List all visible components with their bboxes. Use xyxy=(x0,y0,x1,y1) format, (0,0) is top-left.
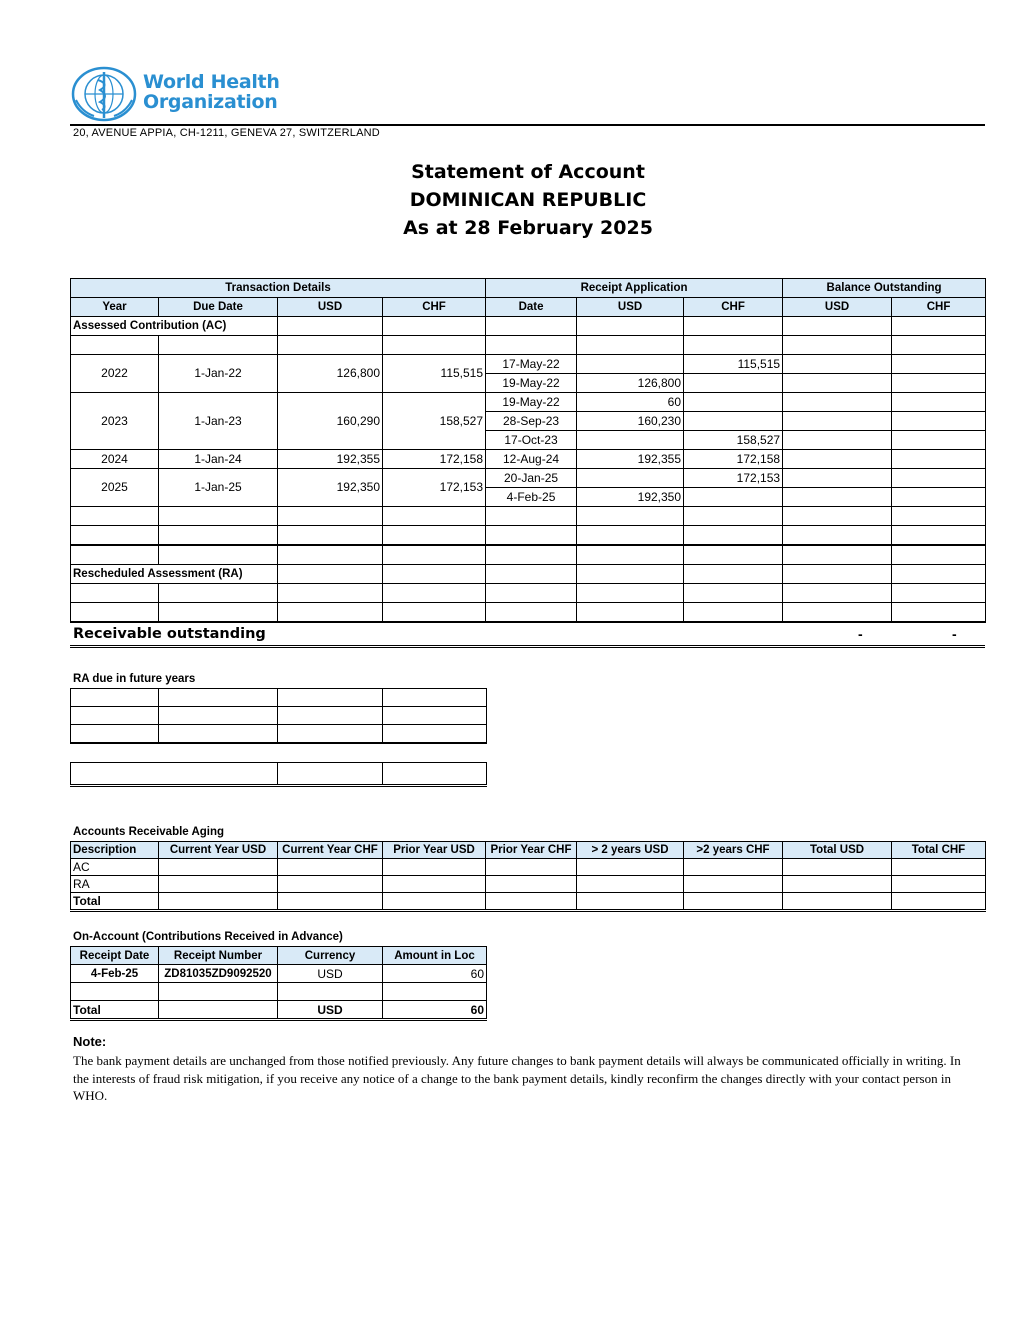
chf-cell: 158,527 xyxy=(383,393,486,450)
org-name-line2: Organization xyxy=(143,91,278,113)
receipt-chf-cell xyxy=(684,374,783,393)
aging-header-prior-usd: Prior Year USD xyxy=(383,842,486,859)
on-account-header-date: Receipt Date xyxy=(71,947,159,965)
receipt-date-cell: 12-Aug-24 xyxy=(486,450,577,469)
receipt-date-cell: 28-Sep-23 xyxy=(486,412,577,431)
col-header-balance-usd: USD xyxy=(783,298,892,317)
receipt-chf-cell: 172,158 xyxy=(684,450,783,469)
receipt-date-cell: 4-Feb-25 xyxy=(486,488,577,507)
col-header-receipt-usd: USD xyxy=(577,298,684,317)
who-emblem-icon xyxy=(70,66,140,122)
year-cell: 2022 xyxy=(71,355,159,393)
note-text: The bank payment details are unchanged from those notified previously. Any future changes to bank payment details will always be communicated officially in writing. In the interests of fraud risk mitigation, if you receive any notice of a change to the bank payment details, kindly reconfirm the changes directly with your contact person in WHO. xyxy=(73,1053,961,1103)
year-cell: 2025 xyxy=(71,469,159,507)
table-row xyxy=(71,469,986,488)
chf-cell: 115,515 xyxy=(383,355,486,393)
org-name-line1: World Health xyxy=(143,71,280,93)
ra-future-total-table xyxy=(70,762,487,787)
receipt-usd-cell: 126,800 xyxy=(577,374,684,393)
aging-row-label: RA xyxy=(71,876,159,893)
col-header-receipt-chf: CHF xyxy=(684,298,783,317)
col-header-usd: USD xyxy=(278,298,383,317)
aging-row-label: Total xyxy=(71,893,159,911)
org-name xyxy=(143,72,280,112)
receipt-usd-cell: 60 xyxy=(577,393,684,412)
on-account-total-currency: USD xyxy=(278,1001,383,1020)
section-ra-label: Rescheduled Assessment (RA) xyxy=(71,565,278,584)
table-row xyxy=(71,893,986,911)
receipt-chf-cell xyxy=(684,393,783,412)
table-row xyxy=(71,876,986,893)
col-header-balance-chf: CHF xyxy=(892,298,986,317)
aging-header-2y-usd: > 2 years USD xyxy=(577,842,684,859)
ra-future-table xyxy=(70,688,487,744)
aging-label: Accounts Receivable Aging xyxy=(73,826,225,838)
receipt-usd-cell: 160,230 xyxy=(577,412,684,431)
group-header-receipt: Receipt Application xyxy=(486,279,783,298)
table-row xyxy=(71,965,487,983)
note-title: Note: xyxy=(73,1034,107,1049)
aging-row-label: AC xyxy=(71,859,159,876)
aging-header-prior-chf: Prior Year CHF xyxy=(486,842,577,859)
title-line2: DOMINICAN REPUBLIC xyxy=(409,189,647,211)
receipt-date-cell: 19-May-22 xyxy=(486,393,577,412)
receipt-chf-cell xyxy=(684,488,783,507)
table-row xyxy=(71,859,986,876)
receipt-date-cell: 19-May-22 xyxy=(486,374,577,393)
aging-header-description: Description xyxy=(71,842,159,859)
aging-header-current-usd: Current Year USD xyxy=(159,842,278,859)
due-date-cell: 1-Jan-22 xyxy=(159,355,278,393)
usd-cell: 160,290 xyxy=(278,393,383,450)
due-date-cell: 1-Jan-24 xyxy=(159,450,278,469)
table-row xyxy=(71,393,986,412)
table-row xyxy=(71,450,986,469)
section-ac-label: Assessed Contribution (AC) xyxy=(71,317,278,336)
table-row xyxy=(71,1001,487,1020)
receipt-date-cell: 20-Jan-25 xyxy=(486,469,577,488)
receipt-chf-cell xyxy=(684,412,783,431)
receivable-outstanding-row xyxy=(70,622,985,648)
receivable-usd: - xyxy=(858,626,863,642)
receipt-date-cell: 17-May-22 xyxy=(486,355,577,374)
aging-header-current-chf: Current Year CHF xyxy=(278,842,383,859)
usd-cell: 192,355 xyxy=(278,450,383,469)
group-header-balance: Balance Outstanding xyxy=(783,279,986,298)
col-header-receipt-date: Date xyxy=(486,298,577,317)
col-header-year: Year xyxy=(71,298,159,317)
on-account-currency: USD xyxy=(278,965,383,983)
chf-cell: 172,158 xyxy=(383,450,486,469)
aging-header-total-chf: Total CHF xyxy=(892,842,986,859)
usd-cell: 192,350 xyxy=(278,469,383,507)
receivable-label: Receivable outstanding xyxy=(73,626,266,642)
aging-header-2y-chf: >2 years CHF xyxy=(684,842,783,859)
due-date-cell: 1-Jan-25 xyxy=(159,469,278,507)
receipt-chf-cell: 115,515 xyxy=(684,355,783,374)
header-rule xyxy=(70,124,985,126)
receipt-chf-cell: 158,527 xyxy=(684,431,783,450)
on-account-total-label: Total xyxy=(71,1001,159,1020)
statement-table xyxy=(70,278,986,623)
receipt-usd-cell xyxy=(577,469,684,488)
title-line3: As at 28 February 2025 xyxy=(403,217,653,239)
on-account-date: 4-Feb-25 xyxy=(71,965,159,983)
on-account-amount: 60 xyxy=(383,965,487,983)
col-header-due-date: Due Date xyxy=(159,298,278,317)
on-account-table xyxy=(70,946,487,1021)
chf-cell: 172,153 xyxy=(383,469,486,507)
on-account-header-amount: Amount in Loc xyxy=(383,947,487,965)
aging-header-total-usd: Total USD xyxy=(783,842,892,859)
table-row xyxy=(71,355,986,374)
statement-title xyxy=(0,158,1020,242)
on-account-header-number: Receipt Number xyxy=(159,947,278,965)
address: 20, AVENUE APPIA, CH-1211, GENEVA 27, SWITZERLAND xyxy=(73,127,380,139)
receipt-usd-cell xyxy=(577,431,684,450)
receipt-date-cell: 17-Oct-23 xyxy=(486,431,577,450)
on-account-label: On-Account (Contributions Received in Advance) xyxy=(73,931,343,943)
col-header-chf: CHF xyxy=(383,298,486,317)
ra-future-label: RA due in future years xyxy=(73,673,196,685)
on-account-total-amount: 60 xyxy=(383,1001,487,1020)
group-header-transaction: Transaction Details xyxy=(71,279,486,298)
on-account-number: ZD81035ZD9092520 xyxy=(159,965,278,983)
year-cell: 2024 xyxy=(71,450,159,469)
title-line1: Statement of Account xyxy=(411,161,645,183)
receipt-chf-cell: 172,153 xyxy=(684,469,783,488)
receivable-chf: - xyxy=(952,626,957,642)
aging-table xyxy=(70,841,986,912)
year-cell: 2023 xyxy=(71,393,159,450)
on-account-header-currency: Currency xyxy=(278,947,383,965)
receipt-usd-cell xyxy=(577,355,684,374)
usd-cell: 126,800 xyxy=(278,355,383,393)
receipt-usd-cell: 192,355 xyxy=(577,450,684,469)
receipt-usd-cell: 192,350 xyxy=(577,488,684,507)
due-date-cell: 1-Jan-23 xyxy=(159,393,278,450)
